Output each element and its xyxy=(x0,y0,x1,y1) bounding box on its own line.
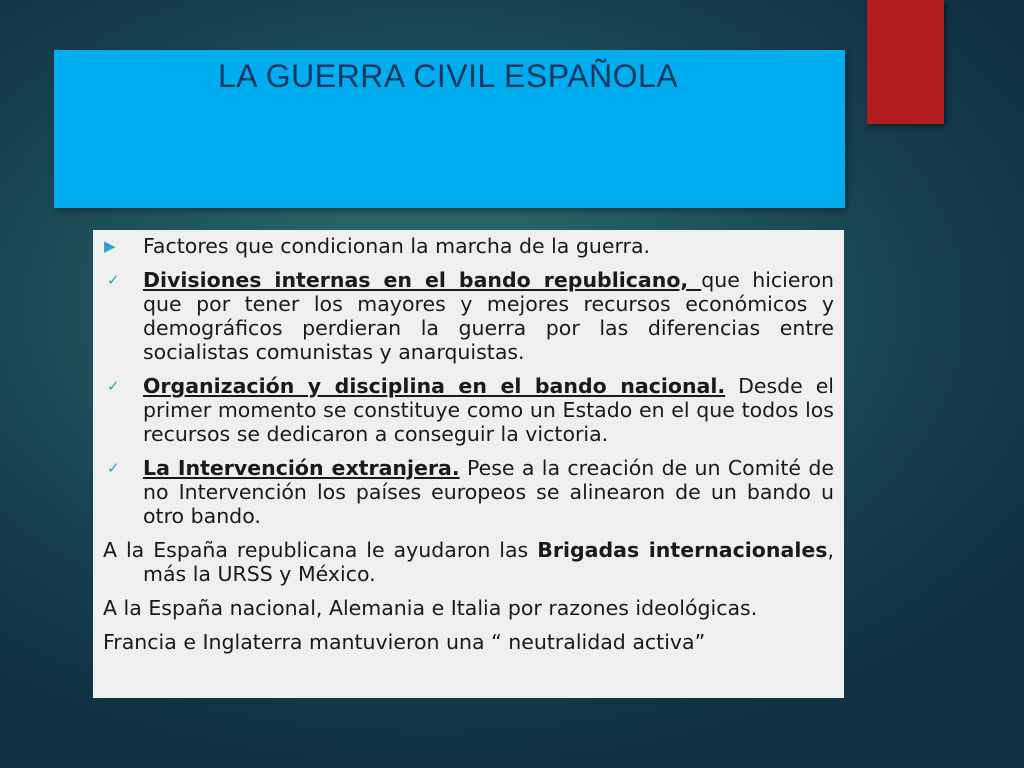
arrow-bullet-icon: ▶ xyxy=(104,237,116,255)
paragraph xyxy=(103,630,834,654)
bullet-item xyxy=(103,234,834,258)
check-bullet-icon: ✓ xyxy=(107,271,120,289)
check-bullet-icon: ✓ xyxy=(107,377,120,395)
bullet-text: Pese a la creación de un Comité de no Intervención los países europeos se alinearon de un bando u otro bando. xyxy=(143,456,834,528)
bullet-text: Factores que condicionan la marcha de la guerra. xyxy=(143,234,651,258)
bullet-heading: La Intervención extranjera. xyxy=(143,456,460,480)
bullet-text: que hicieron que por tener los mayores y mejores recursos económicos y demográficos perdieran la guerra por las diferencias entre socialistas comunistas y anarquistas. xyxy=(143,268,834,364)
bullet-heading: Organización y disciplina en el bando nacional. xyxy=(143,374,726,398)
bullet-text: Desde el primer momento se constituye como un Estado en el que todos los recursos se dedicaron a conseguir la victoria. xyxy=(143,374,835,446)
accent-tab xyxy=(867,0,944,124)
content-text xyxy=(103,230,834,654)
bullet-item xyxy=(103,456,834,528)
paragraph-bold: Brigadas internacionales xyxy=(537,538,828,562)
bullet-heading: Divisiones internas en el bando republicano, xyxy=(143,268,702,292)
bullet-item xyxy=(103,268,834,364)
title-box xyxy=(54,50,845,208)
slide-title: LA GUERRA CIVIL ESPAÑOLA xyxy=(218,58,679,94)
paragraph-text: A la España nacional, Alemania e Italia por razones ideológicas. xyxy=(103,596,758,620)
paragraph-text: Francia e Inglaterra mantuvieron una “ neutralidad activa” xyxy=(103,630,706,654)
check-bullet-icon: ✓ xyxy=(107,459,120,477)
paragraph-text: A la España republicana le ayudaron las xyxy=(103,538,538,562)
paragraph-text: , más la URSS y México. xyxy=(143,538,834,586)
paragraph xyxy=(103,596,834,620)
bullet-item xyxy=(103,374,834,446)
content-box xyxy=(93,230,844,698)
paragraph xyxy=(103,538,834,586)
